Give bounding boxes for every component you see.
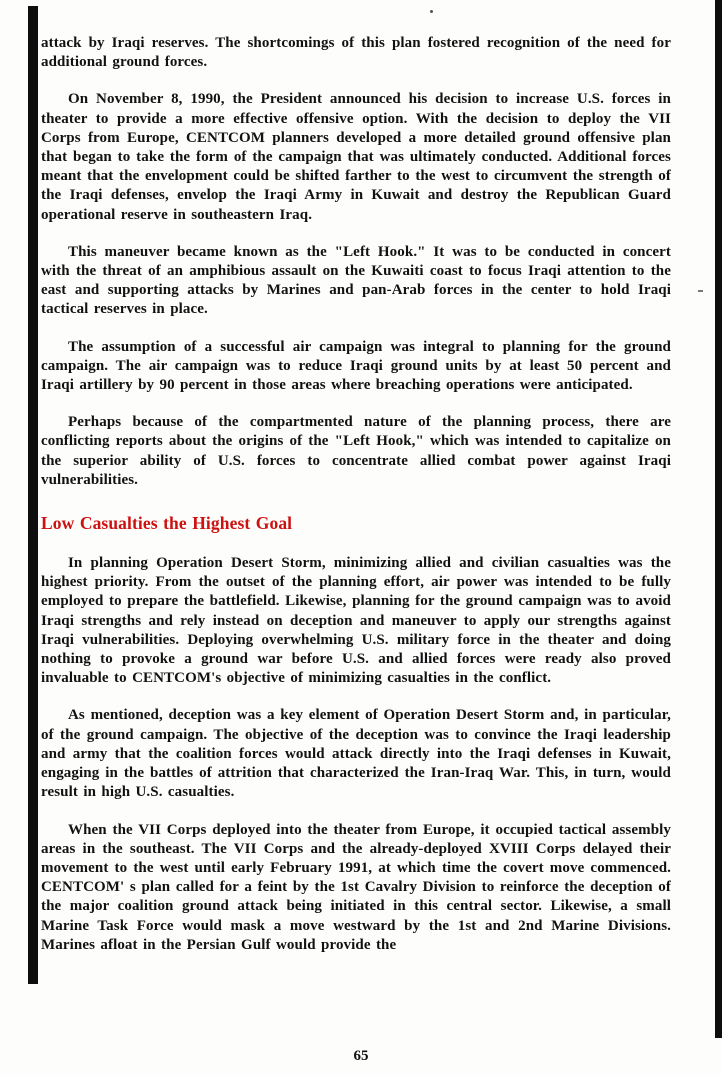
paragraph: The assumption of a successful air campaign was integral to planning for the ground campaign. The air campaign was to reduce Iraqi ground units by at least 50 percent and Iraqi artillery by 90 percent in those areas where breaching operations were anticipated. (41, 338, 671, 394)
scan-artifact-dash (698, 290, 703, 292)
paragraph: In planning Operation Desert Storm, minimizing allied and civilian casualties was the highest priority. From the outset of the planning effort, air power was intended to be fully employed to prepare the battlefield. Likewise, planning for the ground campaign was to avoid Iraqi strengths and rely instead on deception and maneuver to apply our strengths against Iraqi vulnerabilities. Deploying overwhelming U.S. military force in the theater and doing nothing to provoke a ground war before U.S. and allied forces were ready also proved invaluable to CENTCOM's objective of minimizing casualties in the conflict. (41, 555, 671, 687)
paragraph: Perhaps because of the compartmented nature of the planning process, there are conflicting reports about the origins of the "Left Hook," which was intended to capitalize on the superior ability of U.S. forces to concentrate allied combat power against Iraqi vulnerabilities. (41, 414, 671, 488)
scan-artifact-dot (430, 10, 433, 13)
left-binding-bar (28, 6, 38, 984)
section-heading: Low Casualties the Highest Goal (41, 513, 293, 534)
right-edge-bar (715, 0, 722, 1038)
page-body-text (41, 34, 671, 973)
page-number: 65 (353, 1048, 369, 1064)
paragraph: As mentioned, deception was a key element of Operation Desert Storm and, in particular, of the ground campaign. The objective of the deception was to convince the Iraqi leadership and army that the coalition forces would attack directly into the Iraqi defenses in Kuwait, engaging in the battles of attrition that characterized the Iran-Iraq War. This, in turn, would result in high U.S. casualties. (41, 707, 671, 801)
paragraph: On November 8, 1990, the President announced his decision to increase U.S. forces in theater to provide a more effective offensive option. With the decision to deploy the VII Corps from Europe, CENTCOM planners developed a more detailed ground offensive plan that began to take the form of the campaign that was ultimately conducted. Additional forces meant that the envelopment could be shifted farther to the west to circumvent the strength of the Iraqi defenses, envelop the Iraqi Army in Kuwait and destroy the Republican Guard operational reserve in southeastern Iraq. (41, 91, 671, 223)
paragraph: When the VII Corps deployed into the theater from Europe, it occupied tactical assembly areas in the southeast. The VII Corps and the already-deployed XVIII Corps delayed their movement to the west until early February 1991, at which time the covert move commenced. CENTCOM' s plan called for a feint by the 1st Cavalry Division to reinforce the deception of the major coalition ground attack being initiated in this central sector. Likewise, a small Marine Task Force would mask a move westward by the 1st and 2nd Marine Divisions. Marines afloat in the Persian Gulf would provide the (41, 821, 671, 953)
paragraph: attack by Iraqi reserves. The shortcomings of this plan fostered recognition of the need for additional ground forces. (41, 35, 671, 71)
paragraph: This maneuver became known as the "Left Hook." It was to be conducted in concert with the threat of an amphibious assault on the Kuwaiti coast to focus Iraqi attention to the east and supporting attacks by Marines and pan-Arab forces in the center to hold Iraqi tactical reserves in place. (41, 243, 671, 318)
